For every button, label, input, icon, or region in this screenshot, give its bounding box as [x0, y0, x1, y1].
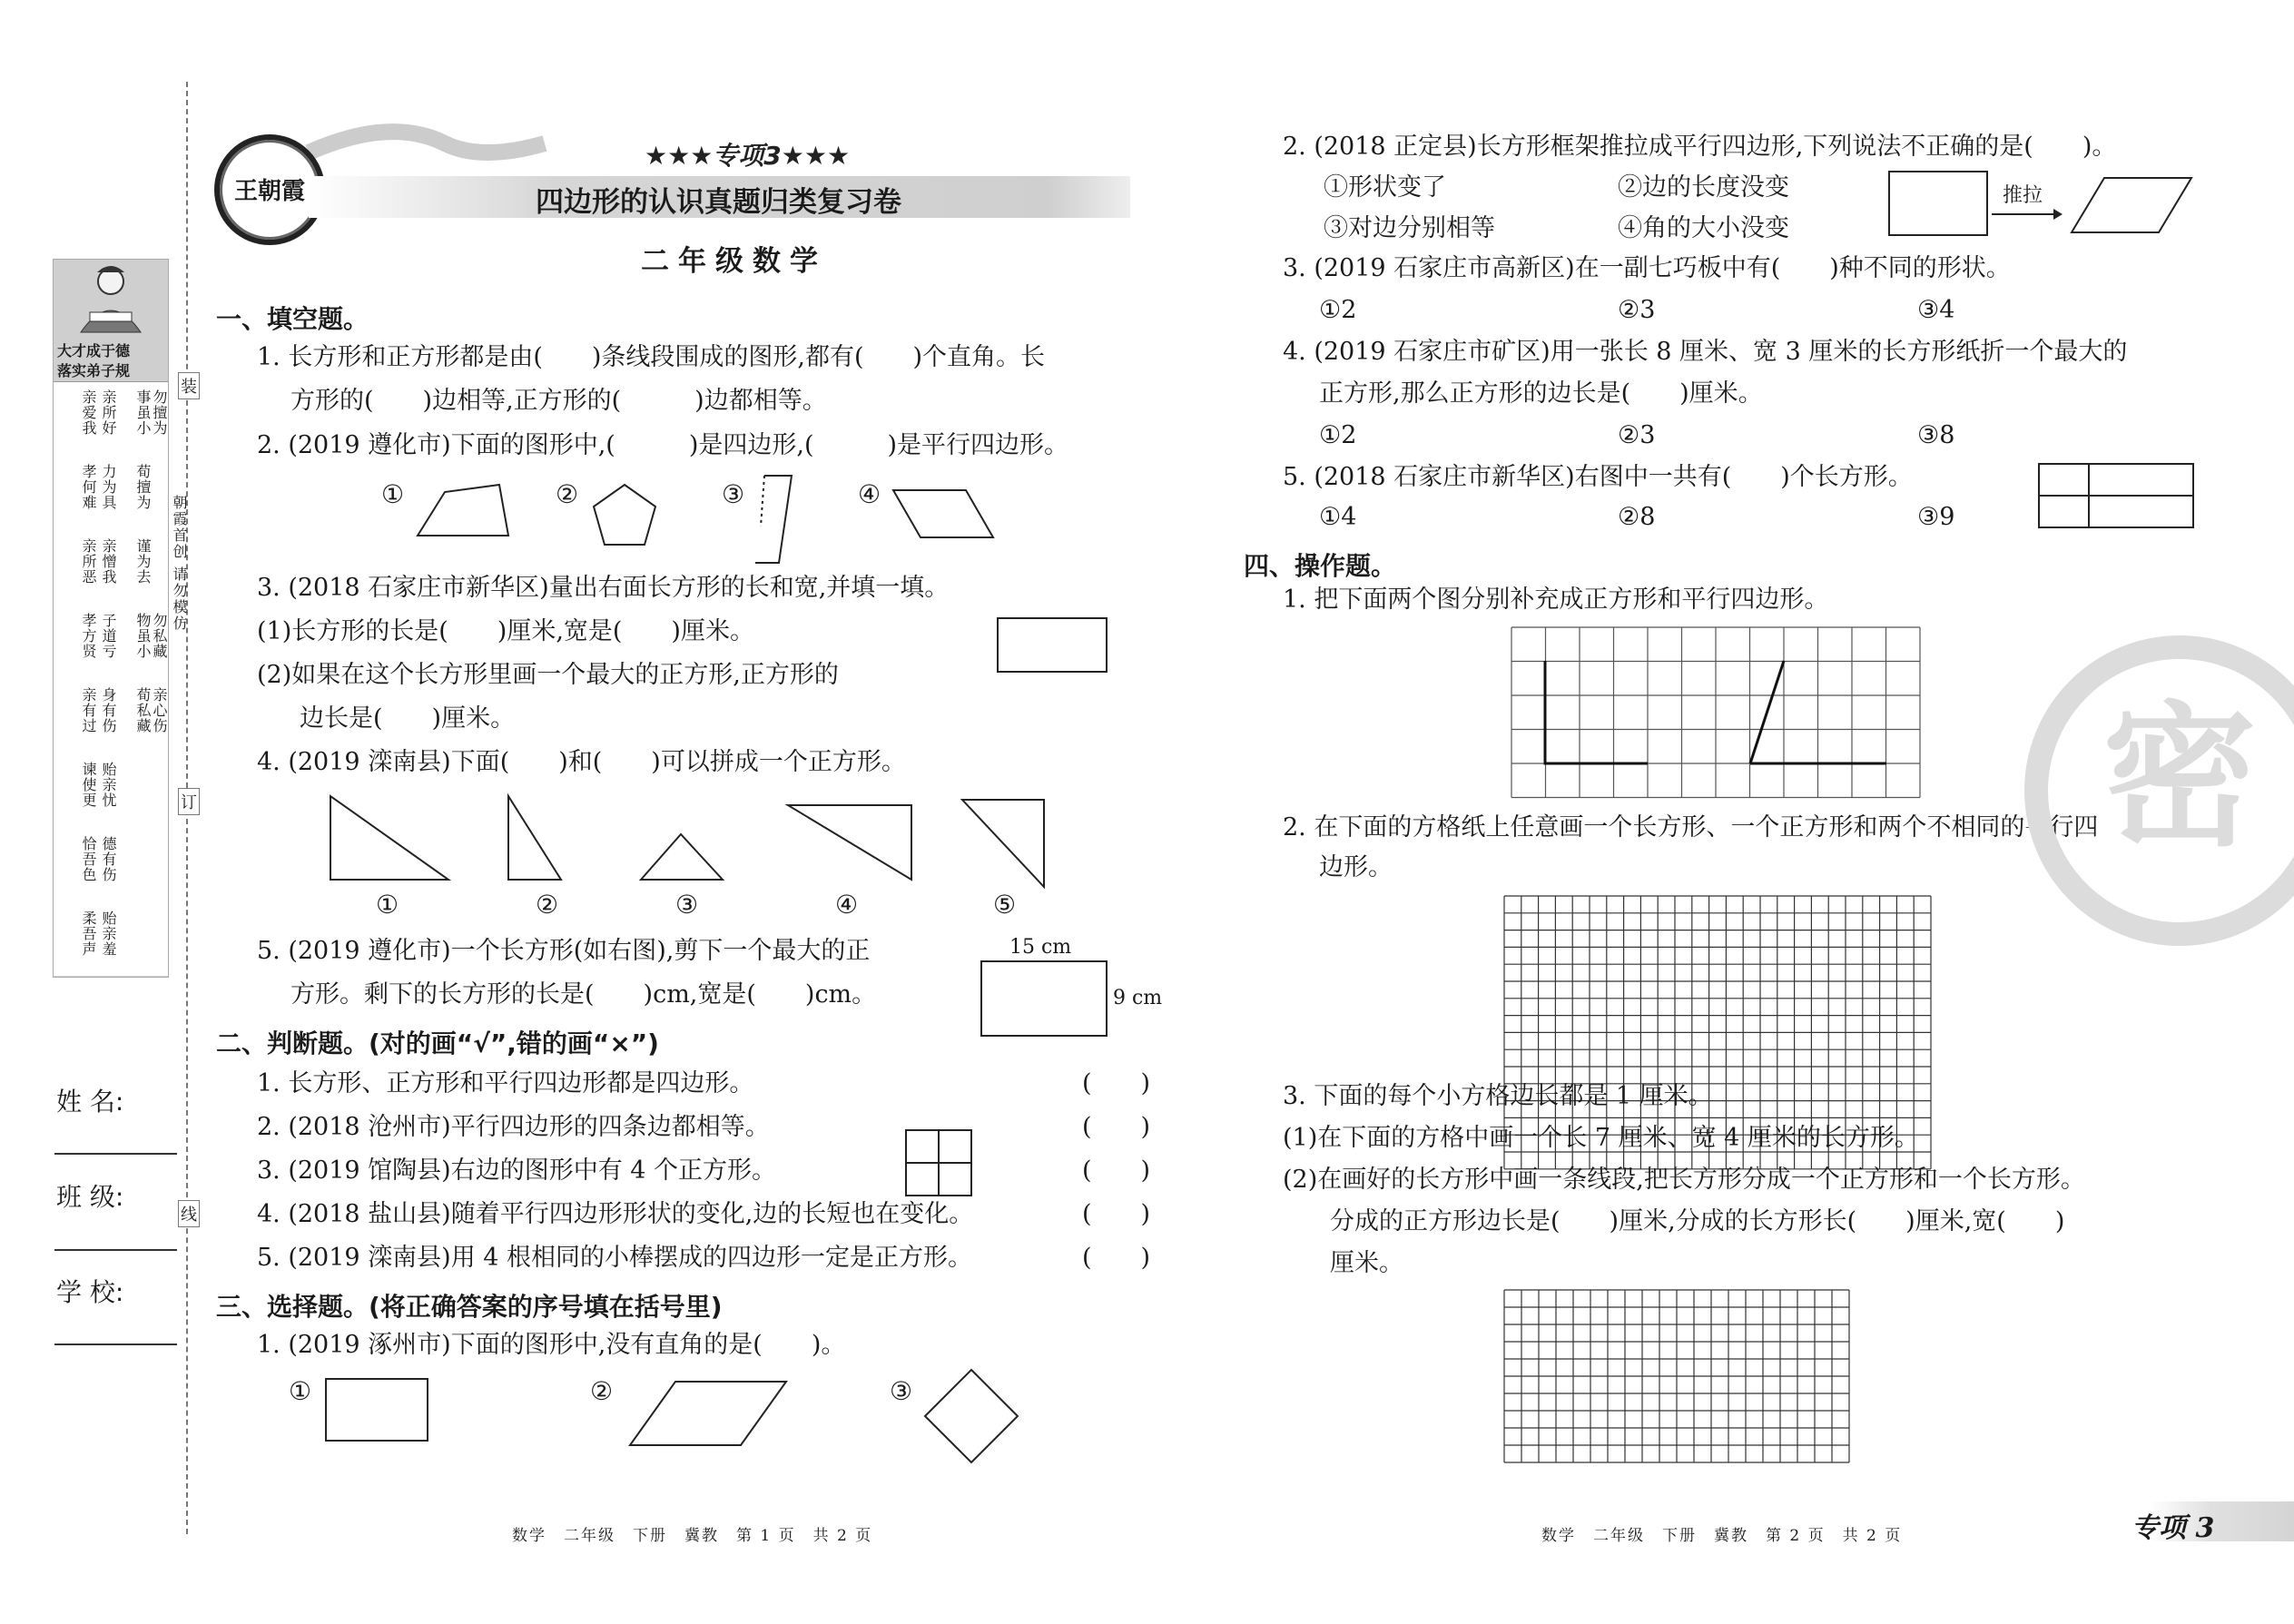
- name-field[interactable]: [54, 1153, 177, 1155]
- q1-line-b: 方形的( )边相等,正方形的( )边都相等。: [290, 387, 827, 415]
- confidential-stamp: [2024, 635, 2294, 946]
- q2-shape-3-open-figure: [752, 472, 797, 563]
- c2-option-2: ②边的长度没变: [1618, 173, 1789, 202]
- c1-diamond-square: [921, 1366, 1021, 1466]
- c2-parallelogram: [2068, 174, 2195, 238]
- tf-answer-4[interactable]: ( ): [1082, 1200, 1151, 1228]
- motto-col: 德有伤: [100, 836, 117, 882]
- q2-text: 2. (2019 遵化市)下面的图形中,( )是四边形,( )是平行四边形。: [257, 431, 1069, 459]
- q4-label-2: ②: [536, 890, 559, 920]
- section-tab-label: 专项 3: [2132, 1512, 2215, 1544]
- motto-col: 事虽小: [134, 389, 152, 436]
- c2-option-3: ③对边分别相等: [1324, 214, 1495, 242]
- op-3-part-2: (2)在画好的长方形中画一条线段,把长方形分成一个正方形和一个长方形。: [1283, 1166, 2085, 1194]
- motto-col: 身有伤: [100, 687, 117, 733]
- q5-width-label: 15 cm: [1009, 936, 1072, 959]
- q5-height-label: 9 cm: [1113, 987, 1163, 1009]
- motto-col: 贻亲羞: [100, 910, 117, 957]
- c2-arrow-label: 推拉: [2003, 184, 2043, 207]
- school-label: 学 校:: [56, 1277, 124, 1307]
- tf-2: 2. (2018 沧州市)平行四边形的四条边都相等。: [257, 1113, 770, 1141]
- tf3-four-squares-figure: [905, 1129, 972, 1196]
- op1-partial-square: [1545, 661, 1648, 763]
- c1-rectangle: [325, 1378, 428, 1442]
- q5-line-a: 5. (2019 遵化市)一个长方形(如右图),剪下一个最大的正: [257, 937, 871, 965]
- stamp-text: 密: [2102, 688, 2257, 868]
- section-operation: 四、操作题。: [1244, 551, 1397, 581]
- tf-answer-2[interactable]: ( ): [1082, 1113, 1151, 1141]
- scholar-figure-icon: [54, 260, 168, 341]
- choice-3-text: 3. (2019 石家庄市高新区)在一副七巧板中有( )种不同的形状。: [1283, 254, 2011, 282]
- motto-col: 子道亏: [100, 613, 117, 659]
- tf-1: 1. 长方形、正方形和平行四边形都是四边形。: [257, 1069, 754, 1097]
- q4-text: 4. (2019 滦南县)下面( )和( )可以拼成一个正方形。: [257, 748, 906, 776]
- sidebar-motto-box: [53, 259, 169, 978]
- motto-col: 力为具: [100, 464, 117, 510]
- c3-opt-3: ③4: [1917, 296, 1955, 324]
- motto-col: 勿私藏: [151, 613, 168, 659]
- tf-3: 3. (2019 馆陶县)右边的图形中有 4 个正方形。: [257, 1156, 777, 1185]
- tf-answer-3[interactable]: ( ): [1082, 1156, 1151, 1185]
- c2-option-1: ①形状变了: [1324, 173, 1446, 202]
- motto-col: 恰吾色: [80, 836, 97, 882]
- c1-parallelogram: [626, 1378, 790, 1451]
- cut-mark-3: 线: [178, 1200, 200, 1227]
- q4-label-4: ④: [835, 890, 859, 920]
- section-choice: 三、选择题。(将正确答案的序号填在括号里): [216, 1292, 723, 1322]
- q2-shape-1-quadrilateral: [409, 481, 517, 545]
- class-field[interactable]: [54, 1249, 177, 1251]
- name-label: 姓 名:: [56, 1087, 124, 1117]
- school-field[interactable]: [54, 1343, 177, 1345]
- q4-triangle-3: [641, 834, 723, 880]
- q4-triangle-2: [508, 796, 561, 880]
- motto-col: 柔吾声: [80, 910, 97, 957]
- q4-triangles: [327, 792, 1235, 883]
- q1-line-a: 1. 长方形和正方形都是由( )条线段围成的图形,都有( )个直角。长: [257, 343, 1046, 371]
- motto-col: 亲所恶: [80, 538, 97, 585]
- q4-label-5: ⑤: [993, 890, 1017, 920]
- slogan-top: 大才成于德: [57, 342, 131, 359]
- q4-triangle-4: [788, 805, 911, 880]
- motto-col: 亲所好: [100, 389, 117, 436]
- cut-mark-2: 订: [178, 788, 200, 815]
- logo-text: 王朝霞: [233, 178, 305, 205]
- page-subtitle: 二年级数学: [641, 245, 827, 278]
- q4-triangle-1: [330, 796, 448, 880]
- c3-opt-2: ②3: [1618, 296, 1656, 324]
- op-2-grid: [1503, 895, 1935, 1068]
- motto-col: 亲憎我: [100, 538, 117, 585]
- q4-label-1: ①: [376, 890, 399, 920]
- op-3-part-1: (1)在下面的方格中画一个长 7 厘米、宽 4 厘米的长方形。: [1283, 1124, 1919, 1152]
- header-series: ★★★专项3★★★: [645, 141, 851, 171]
- q2-label-3: ③: [722, 479, 745, 509]
- q2-label-1: ①: [381, 479, 405, 509]
- vertical-note: 朝霞首创 请勿模仿: [171, 495, 188, 633]
- op-1-grid: [1511, 626, 1928, 801]
- tf-answer-5[interactable]: ( ): [1082, 1244, 1151, 1272]
- c4-opt-1: ①2: [1319, 421, 1357, 449]
- motto-col: 亲爱我: [80, 389, 97, 436]
- tf-4: 4. (2018 盐山县)随着平行四边形形状的变化,边的长短也在变化。: [257, 1200, 974, 1228]
- motto-col: 荀擅为: [134, 464, 152, 510]
- motto-col: 孝方贤: [80, 613, 97, 659]
- tf-5: 5. (2019 滦南县)用 4 根相同的小棒摆成的四边形一定是正方形。: [257, 1244, 973, 1272]
- q5-line-b: 方形。剩下的长方形的长是( )cm,宽是( )cm。: [290, 980, 877, 1009]
- c2-rectangle: [1888, 171, 1988, 236]
- op-3-part-2-cont: 分成的正方形边长是( )厘米,分成的长方形长( )厘米,宽( ): [1330, 1207, 2065, 1235]
- left-footer: 数学 二年级 下册 冀教 第 1 页 共 2 页: [512, 1527, 873, 1545]
- section-fill-blank: 一、填空题。: [216, 304, 369, 334]
- op-2-line-b: 边形。: [1319, 853, 1393, 881]
- c1-label-3: ③: [890, 1376, 913, 1406]
- c5-opt-3: ③9: [1917, 503, 1955, 531]
- section-true-false: 二、判断题。(对的画“√”,错的画“×”): [216, 1029, 659, 1058]
- choice-2-text: 2. (2018 正定县)长方形框架推拉成平行四边形,下列说法不正确的是( )。: [1283, 133, 2117, 161]
- c4-opt-2: ②3: [1618, 421, 1656, 449]
- right-footer: 数学 二年级 下册 冀教 第 2 页 共 2 页: [1541, 1527, 1903, 1545]
- q3-part-2-cont: 边长是( )厘米。: [300, 704, 516, 733]
- motto-col: 孝何难: [80, 464, 97, 510]
- q4-triangle-5: [962, 800, 1044, 887]
- q3-rectangle: [997, 617, 1108, 673]
- q2-shape-2-pentagon: [590, 481, 663, 554]
- class-label: 班 级:: [56, 1182, 124, 1212]
- q3-text: 3. (2018 石家庄市新华区)量出右面长方形的长和宽,并填一填。: [257, 574, 950, 602]
- motto-col: 荀私藏: [134, 687, 152, 733]
- q2-shape-4-parallelogram: [890, 481, 1008, 545]
- motto-col: 谏使更: [80, 762, 97, 808]
- motto-col: 贻亲忧: [100, 762, 117, 808]
- cut-mark-1: 装: [178, 372, 200, 399]
- choice-5-text: 5. (2018 石家庄市新华区)右图中一共有( )个长方形。: [1283, 463, 1913, 491]
- page-title: 四边形的认识真题归类复习卷: [536, 186, 901, 219]
- c3-opt-1: ①2: [1319, 296, 1357, 324]
- choice-1-text: 1. (2019 涿州市)下面的图形中,没有直角的是( )。: [257, 1331, 846, 1359]
- c5-rectangle-figure: [2038, 463, 2194, 528]
- motto-panel: [54, 381, 168, 976]
- motto-col: 亲有过: [80, 687, 97, 733]
- c1-label-2: ②: [590, 1376, 614, 1406]
- q2-label-2: ②: [556, 479, 579, 509]
- c5-opt-2: ②8: [1618, 503, 1656, 531]
- op-3-text: 3. 下面的每个小方格边长都是 1 厘米。: [1283, 1082, 1713, 1110]
- q2-label-4: ④: [858, 479, 881, 509]
- q3-part-1: (1)长方形的长是( )厘米,宽是( )厘米。: [257, 617, 754, 645]
- slogan-bottom: 落实弟子规: [57, 362, 131, 379]
- motto-col: 物虽小: [134, 613, 152, 659]
- op-3-part-2-end: 厘米。: [1330, 1249, 1403, 1277]
- c4-opt-3: ③8: [1917, 421, 1955, 449]
- op-3-grid: [1503, 1289, 1854, 1463]
- motto-col: 勿擅为: [151, 389, 168, 436]
- q5-rectangle: [980, 960, 1108, 1037]
- choice-4-line-b: 正方形,那么正方形的边长是( )厘米。: [1319, 379, 1763, 408]
- motto-col: 谨为去: [134, 538, 152, 585]
- motto-col: 亲心伤: [151, 687, 168, 733]
- q3-part-2: (2)如果在这个长方形里画一个最大的正方形,正方形的: [257, 661, 839, 689]
- c1-label-1: ①: [289, 1376, 312, 1406]
- q4-label-3: ③: [675, 890, 699, 920]
- op-2-line-a: 2. 在下面的方格纸上任意画一个长方形、一个正方形和两个不相同的平行四: [1283, 813, 2099, 842]
- tf-answer-1[interactable]: ( ): [1082, 1069, 1151, 1097]
- c5-opt-1: ①4: [1319, 503, 1357, 531]
- op-1-text: 1. 把下面两个图分别补充成正方形和平行四边形。: [1283, 586, 1829, 614]
- c2-option-4: ④角的大小没变: [1618, 214, 1789, 242]
- choice-4-line-a: 4. (2019 石家庄市矿区)用一张长 8 厘米、宽 3 厘米的长方形纸折一个最大的: [1283, 338, 2128, 366]
